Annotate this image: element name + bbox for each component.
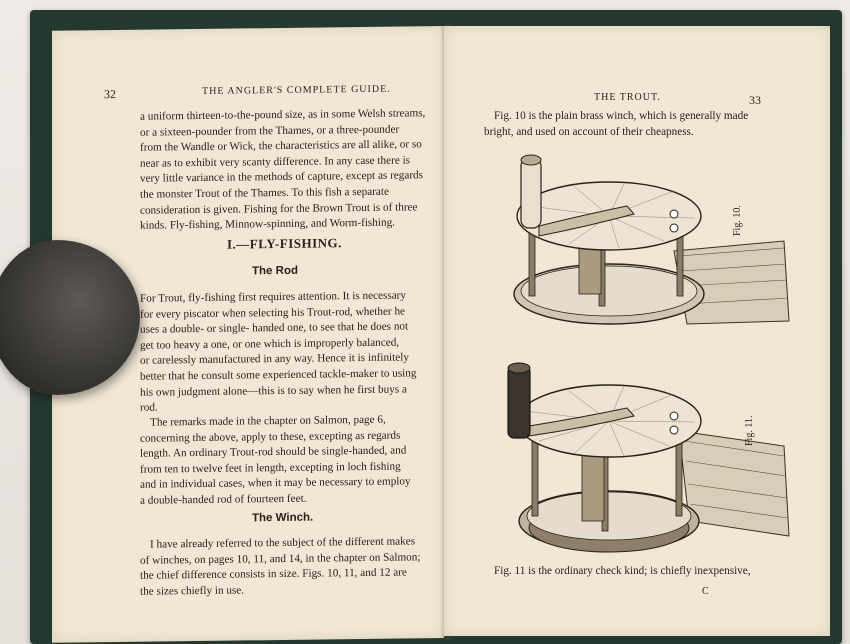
right-page-number: 33 bbox=[749, 93, 761, 107]
right-running-head: THE TROUT. bbox=[594, 92, 661, 103]
signature-mark: C bbox=[702, 586, 709, 597]
text-line: his own judgment alone—this is to say when he first buys a bbox=[140, 383, 407, 399]
left-page-number: 32 bbox=[104, 87, 116, 102]
subheading-winch: The Winch. bbox=[252, 511, 314, 525]
text-line: I have already referred to the subject of the different makes bbox=[150, 535, 416, 551]
paragraph-winch bbox=[140, 534, 430, 600]
text-line: of winches, on pages 10, 11, and 14, in the chapter on Salmon; bbox=[140, 550, 421, 567]
text-line: rod. bbox=[140, 401, 158, 414]
text-line: the monster Trout of the Thames. To this fish a separate bbox=[140, 185, 389, 201]
fig11-label: Fig. 11. bbox=[744, 415, 755, 446]
section-heading: I.—FLY-FISHING. bbox=[227, 235, 342, 252]
text-line: very little variance in the methods of capture, except as regards bbox=[140, 169, 423, 186]
text-line: a double-handed rod of fourteen feet. bbox=[140, 492, 307, 507]
paragraph-fig11 bbox=[484, 564, 794, 580]
text-line: better that he consult some experienced tackle-maker to using bbox=[140, 367, 417, 383]
left-running-head: THE ANGLER'S COMPLETE GUIDE. bbox=[202, 83, 391, 97]
text-line: length. An ordinary Trout-rod should be single-handed, and bbox=[140, 444, 407, 460]
text-line: The remarks made in the chapter on Salmon, page 6, bbox=[150, 413, 386, 429]
text-line: Fig. 11 is the ordinary check kind; is chiefly inexpensive, bbox=[494, 565, 751, 577]
text-line: a uniform thirteen-to-the-pound size, as in some Welsh streams, bbox=[140, 107, 426, 123]
text-line: consideration is given. Fishing for the Brown Trout is of three bbox=[140, 200, 418, 217]
text-line: the sizes chiefly in use. bbox=[140, 584, 245, 598]
text-line: or carelessly manufactured in any way. Hence it is infinitely bbox=[140, 351, 409, 368]
paragraph-fig10 bbox=[484, 109, 784, 140]
text-line: kinds. Fly-fishing, Minnow-spinning, and Worm-fishing. bbox=[140, 216, 395, 232]
reel-illustration-fig11 bbox=[494, 336, 804, 561]
right-page bbox=[444, 26, 830, 636]
fig10-label: Fig. 10. bbox=[732, 205, 743, 236]
reel-illustration-fig10 bbox=[499, 146, 799, 346]
text-line: or a sixteen-pounder from the Thames, or a three-pounder bbox=[140, 123, 400, 139]
text-line: for every piscator when selecting his Trout-rod, whether he bbox=[140, 305, 406, 321]
text-line: Fig. 10 is the plain brass winch, which is generally made bbox=[494, 110, 749, 122]
subheading-rod: The Rod bbox=[252, 264, 298, 278]
text-line: bright, and used on account of their cheapness. bbox=[484, 125, 694, 138]
text-line: from ten to twelve feet in length, excepting in loch fishing bbox=[140, 460, 401, 476]
text-line: concerning the above, apply to these, excepting as regards bbox=[140, 429, 401, 445]
text-line: uses a double- or single- handed one, to see that he does not bbox=[140, 320, 409, 336]
text-line: get too heavy a one, or one which is improperly balanced, bbox=[140, 336, 400, 352]
paragraph-length bbox=[140, 412, 430, 509]
text-line: from the Wandle or Wick, the characteristics are all alike, or so bbox=[140, 138, 422, 154]
paragraph-rod bbox=[140, 288, 430, 416]
paragraph-intro bbox=[140, 106, 430, 234]
text-line: near as to exhibit very scanty difference. In any case there is bbox=[140, 154, 411, 170]
text-line: and in individual cases, when it may be necessary to employ bbox=[140, 475, 411, 492]
text-line: For Trout, fly-fishing first requires attention. It is necessary bbox=[140, 289, 406, 305]
text-line: the chief difference consists in size. Figs. 10, 11, and 12 are bbox=[140, 566, 407, 582]
